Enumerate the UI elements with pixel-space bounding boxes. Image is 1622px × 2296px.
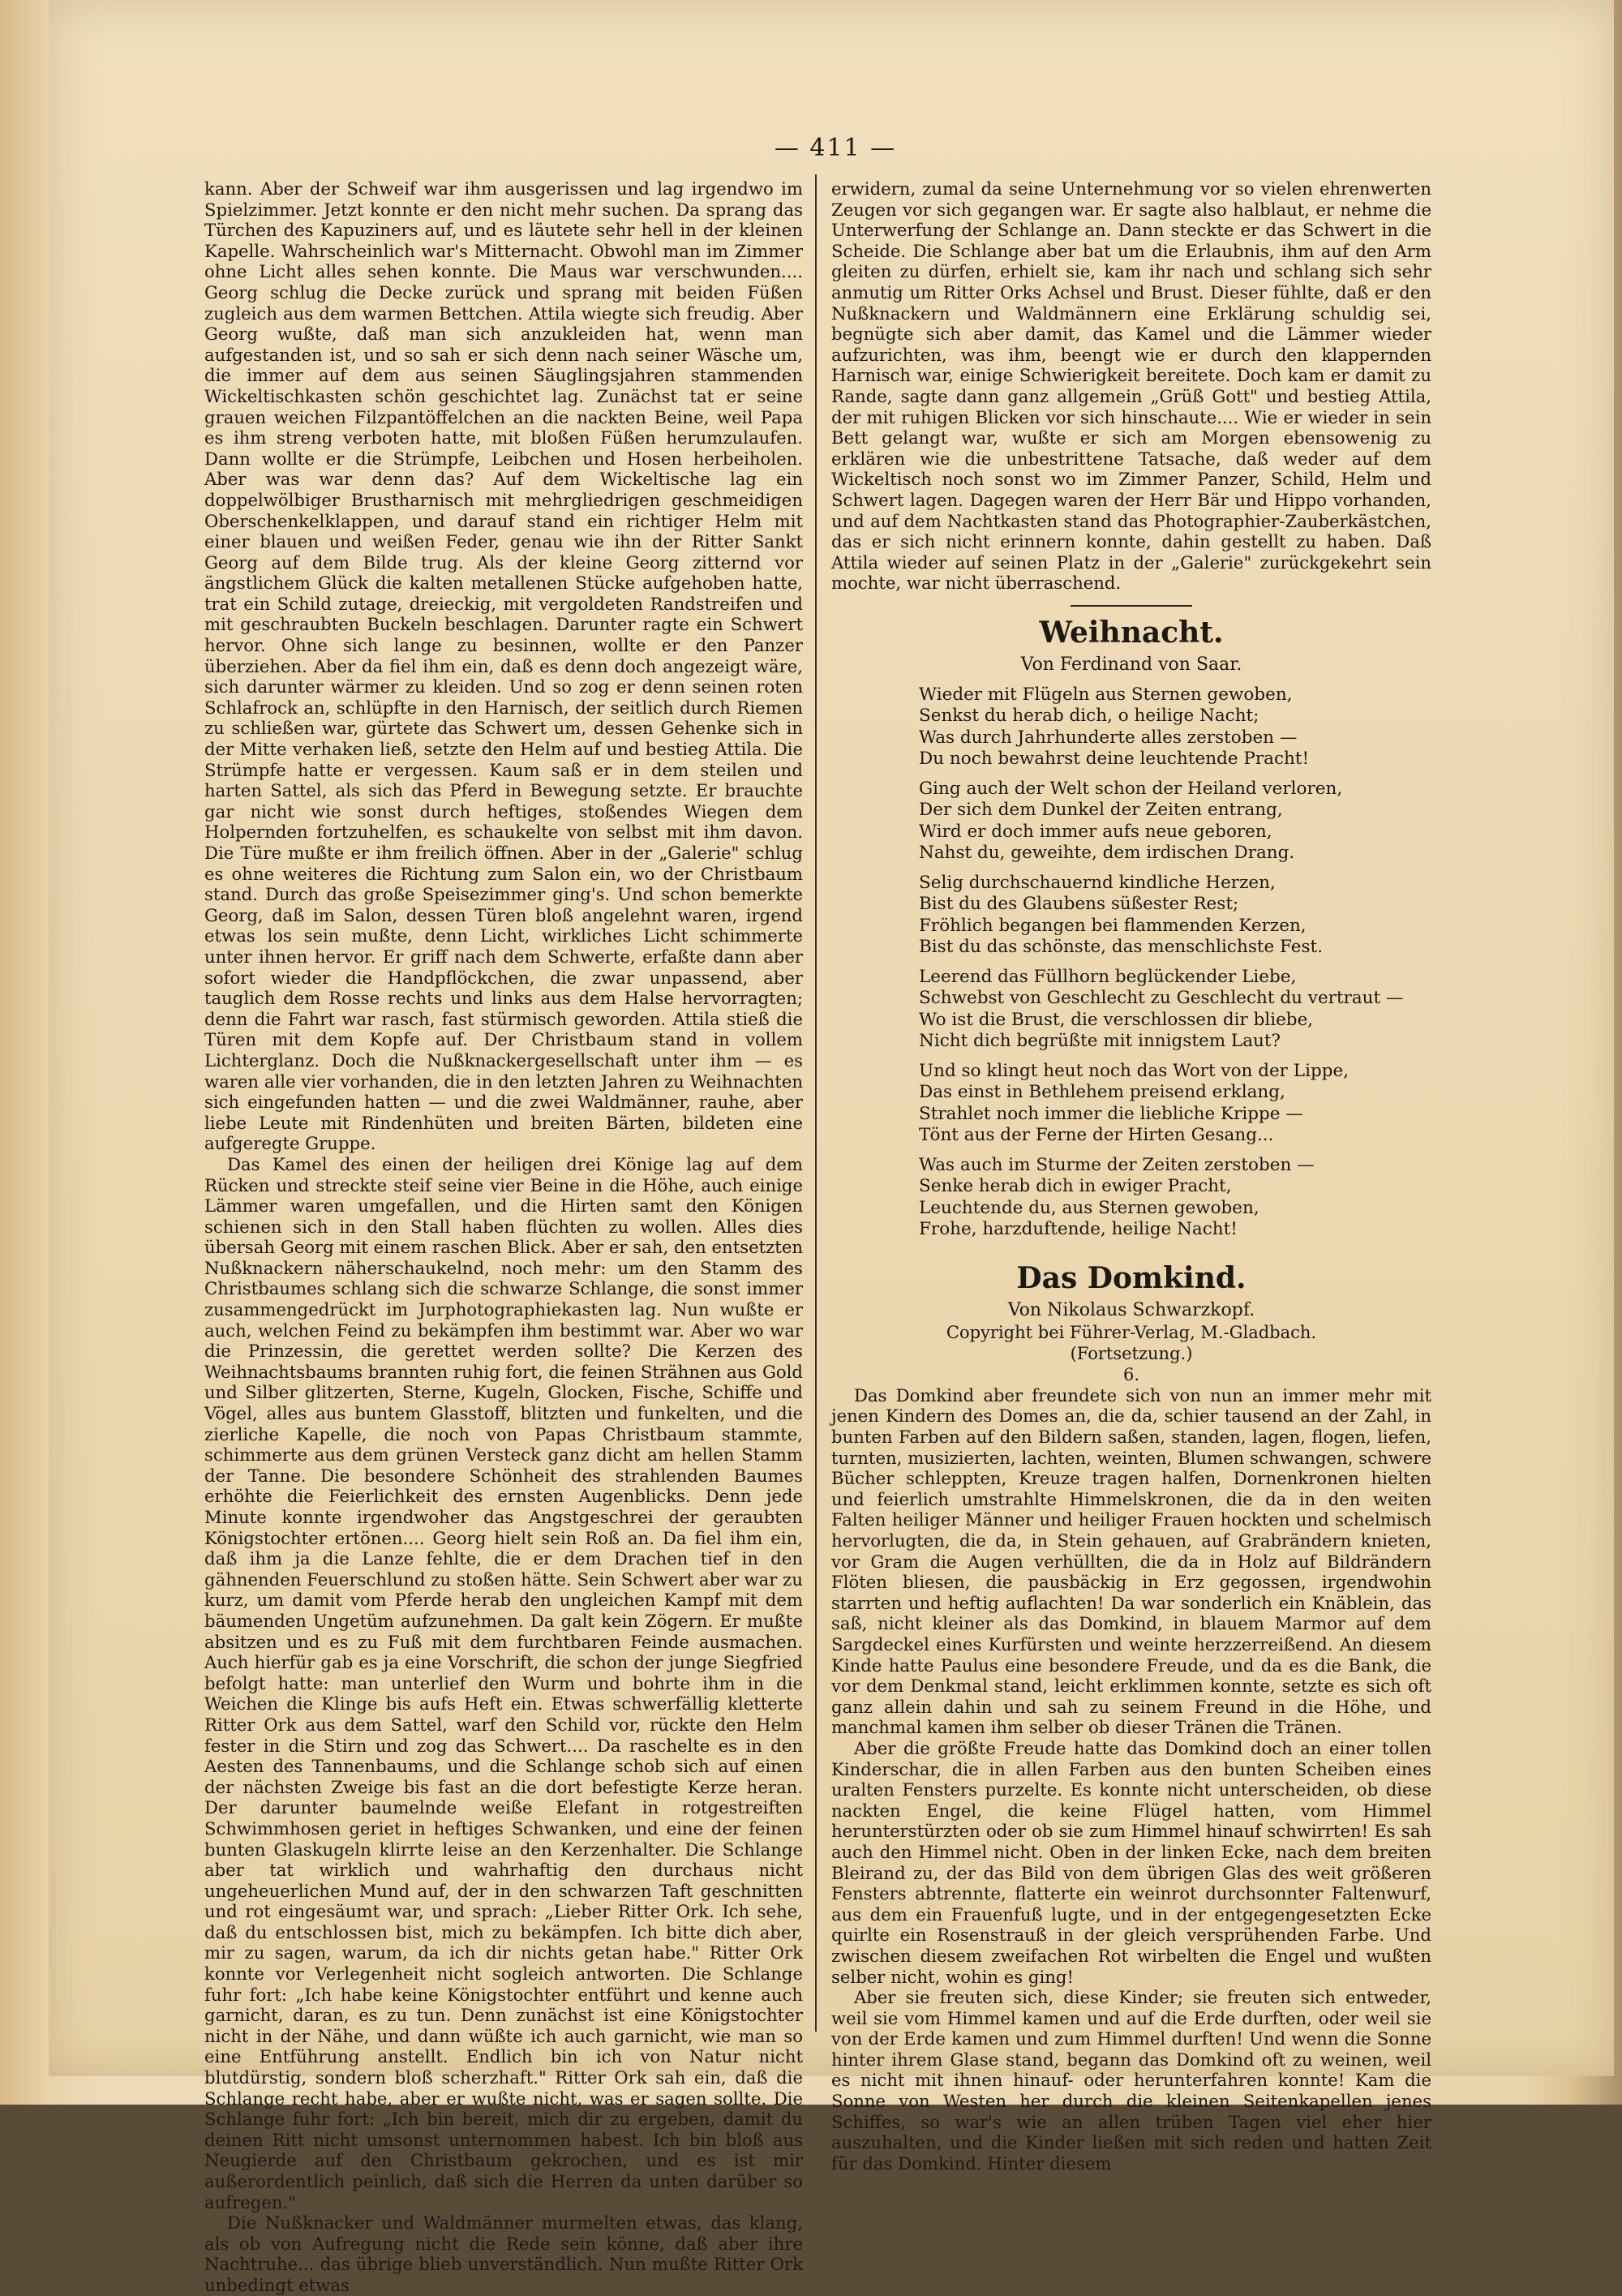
intro-paragraph: erwidern, zumal da seine Unternehmung vor so vielen ehrenwerten Zeugen vor sich gegangen war. Er sagte also halblaut, er nehme die Unterwerfung der Schlange an. Dann steckte er das Schwert in die Scheide. Die Schlange aber bat um die Erlaubnis, ihm auf den Arm gleiten zu dürfen, erhielt sie, kam ihr nach und schlang sich sehr anmutig um Ritter Orks Achsel und Brust. Dieser fühlte, daß er den Nußknackern und Waldmännern eine Erklärung schuldig sei, begnügte sich aber damit, das Kamel und die Lämmer wieder aufzurichten, was ihm, beengt wie er durch den klappernden Harnisch war, einige Schwierigkeit bereitete. Doch kam er damit zu Rande, sagte dann ganz allgemein „Grüß Gott" und bestieg Attila, der mit ruhigen Blicken vor sich hinschaute.... Wie er wieder in sein Bett gelangt war, wußte er sich am Morgen ebensowenig zu erklären wie die unbestrittene Tatsache, daß weder auf dem Wickeltisch noch sonst wo im Zimmer Panzer, Schild, Helm und Schwert lagen. Dagegen waren der Herr Bär und Hippo vorhanden, und auf dem Nachtkasten stand das Photographier-Zauberkästchen, das er sich nicht erinnern konnte, dahin gestellt zu haben. Daß Attila wieder auf seinen Platz in der „Galerie" zurückgekehrt sein mochte, war nicht überraschend. — [831, 178, 1431, 594]
poem-line: Senkst du herab dich, o heilige Nacht; — [919, 706, 1259, 727]
poem-stanza — [919, 967, 1431, 1053]
poem-line: Wo ist die Brust, die verschlossen dir bliebe, — [919, 1009, 1314, 1030]
story-paragraph: Aber die größte Freude hatte das Domkind doch an einer tollen Kinderschar, die in allen Farben aus den bunten Scheiben eines uralten Fensters purzelte. Es konnte nicht unterscheiden, ob diese nackten Engel, die keine Flügel hatten, vom Himmel herunterstürzten oder ob sie zum Himmel hinauf schwirrten! Es sah auch den Himmel nicht. Oben in der linken Ecke, nach dem breiten Bleirand zu, der das Bild von dem übrigen Glas des weit größeren Fensters abtrennte, flatterte ein weinrot durchsonnter Faltenwurf, aus dem ein Frauenfuß lugte, und in der entgegengesetzten Ecke quirlte ein Rosenstrauß in der gleich versprühenden Farbe. Und zwischen diesem zweifachen Rot wirbelten die Engel und wußten selber nicht, wohin es ging! — [831, 1737, 1431, 1987]
poem-line: Das einst in Bethlehem preisend erklang, — [919, 1082, 1285, 1103]
poem-line: Was auch im Sturme der Zeiten zerstoben — — [919, 1154, 1315, 1175]
right-column — [831, 178, 1431, 2174]
poem-line: Und so klingt heut noch das Wort von der Lippe, — [919, 1060, 1350, 1081]
story-paragraph: Das Domkind aber freundete sich von nun an immer mehr mit jenen Kindern des Domes an, die da, schier tausend an der Zahl, in bunten Farben auf den Bildern saßen, standen, lagen, flogen, liefen, turnten, musizierten, lachten, weinten, Blumen schwangen, schwere Bücher schleppten, Kreuze tragen halfen, Dornenkronen hielten und feierlich umstrahlte Himmelskronen, die da in den weiten Falten heiliger Männer und heiliger Frauen hockten und schelmisch hervorlugten, die da, in Stein gehauen, auf Grabrändern knieten, vor Gram die Augen verhüllten, die da in Holz auf Bildrändern Flöten bliesen, die pausbäckig in Erz gegossen, irgendwohin starrten und heftig auflachten! Da war sonderlich ein Knäblein, das saß, nicht kleiner als das Domkind, in blauem Marmor auf dem Sargdeckel eines Kurfürsten und weinte herzzerreißend. An diesem Kinde hatte Paulus eine besondere Freude, und da es die Bank, die vor dem Denkmal stand, leicht erklimmen konnte, setzte es sich oft ganz allein dahin und sah zu seinem Freund in die Höhe, und manchmal kamen ihm selber ob dieser Tränen die Tränen. — [831, 1384, 1431, 1738]
poem-line: Der sich dem Dunkel der Zeiten entrang, — [919, 800, 1283, 821]
poem-line: Tönt aus der Ferne der Hirten Gesang... — [919, 1125, 1274, 1146]
poem-line: Du noch bewahrst deine leuchtende Pracht! — [919, 749, 1310, 770]
poem-stanza — [919, 1155, 1431, 1241]
section-separator — [1071, 605, 1192, 607]
poem-line: Strahlet noch immer die liebliche Krippe — — [919, 1103, 1303, 1124]
poem-stanza — [919, 685, 1431, 770]
poem-line: Bist du des Glaubens süßester Rest; — [919, 894, 1239, 915]
page-number: — 411 — — [774, 134, 897, 162]
poem-line: Wieder mit Flügeln aus Sternen gewoben, — [919, 684, 1293, 705]
left-paragraph: Das Kamel des einen der heiligen drei Könige lag auf dem Rücken und streckte steif seine vier Beine in die Höhe, auch einige Lämmer waren umgefallen, und die Hirten samt den Königen schienen sich in den Stall haben flüchten zu wollen. Alles dies übersah Georg mit einem raschen Blick. Aber er sah, den entsetzten Nußknackern näherschaukelnd, noch mehr: um den Stamm des Christbaumes schlang sich die schwarze Schlange, die sonst immer zusammengedrückt im Jurphotographiekasten lag. Nun wußte er auch, welchen Feind zu bekämpfen ihm bestimmt war. Aber wo war die Prinzessin, die gerettet werden sollte? Die Kerzen des Weihnachtsbaums brannten ruhig fort, die feinen Strähnen aus Gold und Silber glitzerten, Sterne, Kugeln, Glocken, Fische, Schiffe und Vögel, alles aus buntem Glasstoff, blitzten und funkelten, und die zierliche Kapelle, die noch von Papas Christbaum stammte, schimmerte aus dem grünen Versteck ganz dicht am hellen Stamm der Tanne. Die besondere Schönheit des strahlenden Baumes erhöhte die Feierlichkeit des ernsten Augenblicks. Denn jede Minute konnte irgendwoher das Angstgeschrei der geraubten Königstochter ertönen.... Georg hielt sein Roß an. Da fiel ihm ein, daß ihm ja die Lanze fehlte, die er dem Drachen tief in den gähnenden Feuerschlund zu stoßen hätte. Sein Schwert aber war zu kurz, um damit vom Pferde herab den ungleichen Kampf mit dem bäumenden Ungetüm aufzunehmen. Da galt kein Zögern. Er mußte absitzen und es zu Fuß mit dem furchtbaren Feinde ausmachen. Auch hierfür gab es ja eine Vorschrift, die schon der junge Siegfried befolgt hatte: man unterlief den Wurm und bohrte ihm in die Weichen die Klinge bis aufs Heft ein. Etwas schwerfällig kletterte Ritter Ork aus dem Sattel, warf den Schild vor, rückte den Helm fester in die Stirn und zog das Schwert.... Da raschelte es in den Aesten des Tannenbaums, und die Schlange schob sich auf einen der nächsten Zweige bis fast an die dort befestigte Kerze heran. Der darunter baumelnde weiße Elefant in rotgestreiften Schwimmhosen geriet in heftiges Schwanken, und eine der feinen bunten Glaskugeln klirrte leise an den Kerzenhalter. Die Schlange aber tat wirklich und wahrhaftig den durchaus nicht ungeheuerlichen Mund auf, der in den schwarzen Taft geschnitten und rot eingesäumt war, und sprach: „Lieber Ritter Ork. Ich sehe, daß du entschlossen bist, mich zu bekämpfen. Ich bitte dich aber, mir zu sagen, warum, da ich dir nichts getan habe." Ritter Ork konnte vor Verlegenheit nicht sogleich antworten. Die Schlange fuhr fort: „Ich habe keine Königstochter entführt und kenne auch garnicht, daran, es zu tun. Denn zunächst ist eine Königstochter nicht in der Nähe, und dann wüßte ich auch garnicht, wie man so eine Entführung anstellt. Endlich bin ich von Natur nicht blutdürstig, sondern bloß scherzhaft." Ritter Ork sah ein, daß die Schlange recht habe, aber er wußte nicht, was er sagen sollte. Die Schlange fuhr fort: „Ich bin bereit, mich dir zu ergeben, damit du deinen Ritt nicht umsonst unternommen habest. Ich bin bloß aus Neugierde auf den Christbaum gekrochen, und es ist mir außerordentlich peinlich, daß sich die Herren da unten darüber so aufregen." — [204, 1153, 803, 2212]
poem-title: Weihnacht. — [1039, 615, 1224, 650]
poem-line: Leuchtende du, aus Sternen gewoben, — [919, 1197, 1259, 1218]
poem-stanza — [919, 779, 1431, 865]
chapter-number: 6. — [1122, 1364, 1140, 1384]
poem-line: Nahst du, geweihte, dem irdischen Drang. — [919, 843, 1295, 864]
poem-line: Bist du das schönste, das menschlichste Fest. — [919, 937, 1324, 958]
poem-line: Schwebst von Geschlecht zu Geschlecht du vertraut — — [919, 988, 1404, 1009]
column-divider — [815, 174, 817, 2032]
poem-line: Wird er doch immer aufs neue geboren, — [919, 821, 1272, 842]
poem-line: Was durch Jahrhunderte alles zerstoben — — [919, 727, 1298, 748]
left-paragraph: Die Nußknacker und Waldmänner murmelten etwas, das klang, als ob von Aufregung nicht die Rede sein könne, daß aber ihre Nachtruhe... das übrige blieb unverständlich. Nun mußte Ritter Ork unbedingt etwas — [204, 2212, 803, 2295]
story-title: Das Domkind. — [1016, 1260, 1247, 1295]
poem-byline: Von Ferdinand von Saar. — [1020, 654, 1242, 675]
poem-stanza — [919, 873, 1431, 959]
poem-line: Selig durchschauernd kindliche Herzen, — [919, 872, 1276, 893]
story-copyright: Copyright bei Führer-Verlag, M.-Gladbach. — [946, 1322, 1317, 1342]
story-body — [831, 1385, 1431, 2174]
left-paragraph: kann. Aber der Schweif war ihm ausgerissen und lag irgendwo im Spielzimmer. Jetzt konnte er den nicht mehr suchen. Da sprang das Türchen des Kapuziners auf, und es läutete sehr hell in der kleinen Kapelle. Wahrscheinlich war's Mitternacht. Obwohl man im Zimmer ohne Licht alles sehen konnte. Die Maus war verschwunden.... Georg schlug die Decke zurück und sprang mit beiden Füßen zugleich aus dem warmen Bettchen. Attila wiegte sich freudig. Aber Georg wußte, daß man sich anzukleiden hat, wenn man aufgestanden ist, und so sah er sich denn nach seiner Wäsche um, die immer auf dem aus seinen Säuglingsjahren stammenden Wickeltischkasten schön geschichtet lag. Zunächst tat er seine grauen weichen Filzpantöffelchen an die nackten Beine, weil Papa es ihm streng verboten hatte, mit bloßen Füßen herumzulaufen. Dann wollte er die Strümpfe, Leibchen und Hosen herbeiholen. Aber was war denn das? Auf dem Wickeltische lag ein doppelwölbiger Brustharnisch mit mehrgliedrigen geschmeidigen Oberschenkelklappen, und darauf stand ein richtiger Helm mit einer blauen und weißen Feder, genau wie ihn der Ritter Sankt Georg auf dem Bilde trug. Als der kleine Georg zitternd vor ängstlichem Glück die kalten metallenen Stücke aufgehoben hatte, trat ein Schild zutage, dreieckig, mit vergoldeten Randstreifen und mit geschraubten Buckeln beschlagen. Darunter ragte ein Schwert hervor. Ohne sich lange zu besinnen, wollte er den Panzer überziehen. Aber da fiel ihm ein, daß es denn doch angezeigt wäre, sich darunter wärmer zu kleiden. Und so zog er denn seinen roten Schlafrock an, schlüpfte in den Harnisch, der seitlich durch Riemen zu schließen war, gürtete das Schwert um, dessen Gehenke sich in der Mitte verhaken ließ, setzte den Helm auf und bestieg Attila. Die Strümpfe hatte er vergessen. Kaum saß er in dem steilen und harten Sattel, als sich das Pferd in Bewegung setzte. Er brauchte gar nicht wie sonst durch heftiges, stoßendes Wiegen dem Holpernden fortzuhelfen, es schaukelte von selbst mit ihm davon. Die Türe mußte er ihm freilich öffnen. Aber in der „Galerie" schlug es ohne weiteres die Richtung zum Salon ein, wo der Christbaum stand. Durch das große Speisezimmer ging's. Und schon bemerkte Georg, daß im Salon, dessen Türen bloß angelehnt waren, irgend etwas los sein mußte, denn Licht, wirkliches Licht schimmerte unter ihnen hervor. Er griff nach dem Schwerte, erfaßte dann aber sofort wieder die Handpflöckchen, die zwar unpassend, aber tauglich dem Rosse rechts und links aus dem Halse hervorragten; denn die Fahrt war rasch, fast stürmisch geworden. Attila stieß die Türen mit dem Kopfe auf. Der Christbaum stand in vollem Lichterglanz. Doch die Nußknackergesellschaft unter ihm — es waren alle vier vorhanden, die in den letzten Jahren zu Weihnachten sich eingefunden hatten — und die zwei Waldmänner, rauhe, aber liebe Leute mit Rindenhüten und breiten Bärten, bildeten eine aufgeregte Gruppe. — [204, 178, 803, 1154]
poem-line: Senke herab dich in ewiger Pracht, — [919, 1176, 1232, 1197]
poem-line: Leerend das Füllhorn beglückender Liebe, — [919, 966, 1297, 987]
poem-line: Nicht dich begrüßte mit innigstem Laut? — [919, 1031, 1281, 1052]
poem-line: Frohe, harzduftende, heilige Nacht! — [919, 1219, 1238, 1240]
story-paragraph: Aber sie freuten sich, diese Kinder; sie freuten sich entweder, weil sie vom Himmel kamen und auf die Erde durften, oder weil sie von der Erde kamen und zum Himmel durften! Und wenn die Sonne hinter ihrem Glase stand, begann das Domkind oft zu weinen, weil es nicht mit ihnen hinauf- oder herunterfahren konnte! Kam die Sonne von Westen her durch die kleinen Seitenkapellen jenes Schiffes, so war's wie an allen trüben Tagen viel eher hier auszuhalten, und die Kinder ließen mit sich reden und hatten Zeit für das Domkind. Hinter diesem — [831, 1987, 1431, 2174]
left-column — [204, 178, 803, 2296]
poem-line: Ging auch der Welt schon der Heiland verloren, — [919, 778, 1343, 799]
story-byline: Von Nikolaus Schwarzkopf. — [1007, 1299, 1255, 1320]
continuation-note: (Fortsetzung.) — [1070, 1343, 1193, 1363]
poem-line: Fröhlich begangen bei flammenden Kerzen, — [919, 915, 1307, 936]
poem-stanza — [919, 1061, 1431, 1147]
